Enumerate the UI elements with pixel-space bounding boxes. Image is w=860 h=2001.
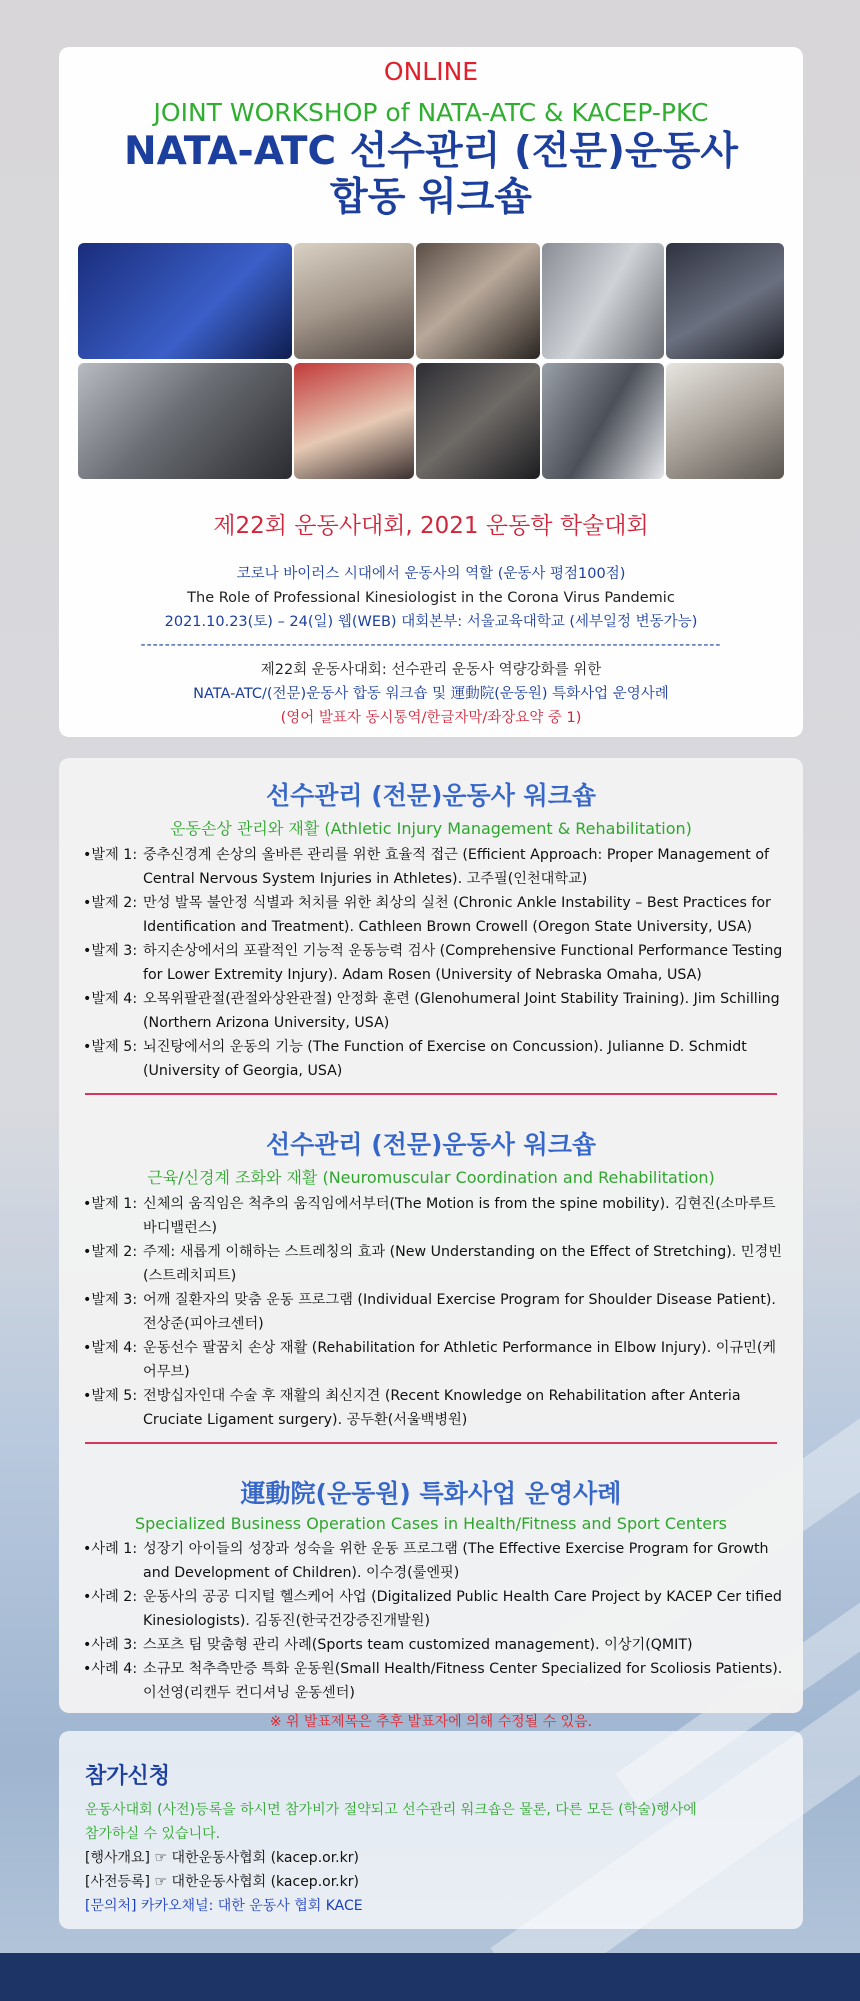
program-card xyxy=(59,758,803,1730)
photo-exercise xyxy=(416,363,540,479)
conference-title: 제22회 운동사대회, 2021 운동학 학술대회 xyxy=(213,513,649,539)
list-item: •사례 1: 성장기 아이들의 성장과 성숙을 위한 운동 프로그램 (The Effective Exercise Program for Growth and Development of Children). 이수경(룰엔핏) xyxy=(83,1541,769,1581)
list-item: •사례 4: 소규모 척추측만증 특화 운동원(Small Health/Fitness Center Specialized for Scoliosis Patients). 이선영(리캔두 컨디셔닝 운동센터) xyxy=(83,1661,783,1701)
list-item: •발제 5: 뇌진탕에서의 운동의 기능 (The Function of Exercise on Concussion). Julianne D. Schmidt (University of Georgia, USA) xyxy=(83,1039,747,1079)
section3-subtitle: Specialized Business Operation Cases in Health/Fitness and Sport Centers xyxy=(134,1514,728,1533)
section-divider xyxy=(85,1093,777,1095)
list-item: •사례 3: 스포츠 팀 맞춤형 관리 사례(Sports team customized management). 이상기(QMIT) xyxy=(83,1637,693,1653)
list-item: •발제 2: 만성 발목 불안정 식별과 처치를 위한 최상의 실천 (Chronic Ankle Instability – Best Practices for Identification and Treatment). Cathleen Brown Crowell (Oregon State University, USA) xyxy=(83,895,771,935)
conference-interpretation: (영어 발표자 동시통역/한글자막/좌장요약 중 1) xyxy=(280,710,582,726)
list-item: •발제 4: 오목위팔관절(관절와상완관절) 안정화 훈련 (Glenohumeral Joint Stability Training). Jim Schilling (Northern Arizona University, USA) xyxy=(83,991,780,1031)
conference-theme-ko: 코로나 바이러스 시대에서 운동사의 역할 (운동사 평점100점) xyxy=(236,566,626,582)
registration-title: 참가신청 xyxy=(85,1764,171,1789)
section2-list xyxy=(83,1192,783,1432)
section3-title: 運動院(운동원) 특화사업 운영사례 xyxy=(240,1479,622,1508)
online-label: ONLINE xyxy=(383,57,479,86)
list-item: •발제 2: 주제: 새롭게 이해하는 스트레칭의 효과 (New Understanding on the Effect of Stretching). 민경빈(스트레치피트) xyxy=(83,1244,782,1284)
list-item: •발제 3: 하지손상에서의 포괄적인 기능적 운동능력 검사 (Comprehensive Functional Performance Testing for Lower Extremity Injury). Adam Rosen (University of Nebraska Omaha, USA) xyxy=(83,943,783,983)
list-item: •발제 4: 운동선수 팔꿈치 손상 재활 (Rehabilitation for Athletic Performance in Elbow Injury). 이규민(케어무브) xyxy=(83,1340,777,1380)
conference-program: NATA-ATC/(전문)운동사 합동 워크숍 및 運動院(운동원) 특화사업 운영사례 xyxy=(193,686,669,702)
registration-desc-line2: 참가하실 수 있습니다. xyxy=(85,1826,221,1842)
section2-subtitle: 근육/신경계 조화와 재활 (Neuromuscular Coordination and Rehabilitation) xyxy=(147,1168,715,1187)
section1-title: 선수관리 (전문)운동사 워크숍 xyxy=(265,781,597,810)
event-overview-link[interactable]: [행사개요] ☞ 대한운동사협회 (kacep.or.kr) xyxy=(85,1850,359,1866)
contact-kakao-link[interactable]: [문의처] 카카오채널: 대한 운동사 협회 KACE xyxy=(85,1898,363,1914)
main-title xyxy=(59,129,803,221)
dashed-divider: ------------------------------------------------------------------------------------------------ xyxy=(140,637,722,653)
section1-subtitle: 운동손상 관리와 재활 (Athletic Injury Management & Rehabilitation) xyxy=(170,819,692,838)
section1-list xyxy=(83,843,783,1083)
conference-theme-en: The Role of Professional Kinesiologist in the Corona Virus Pandemic xyxy=(187,590,675,606)
photo-gym xyxy=(78,363,292,479)
conference-subtitle: 제22회 운동사대회: 선수관리 운동사 역량강화를 위한 xyxy=(260,662,602,678)
section3-list xyxy=(83,1537,783,1705)
pre-registration-link[interactable]: [사전등록] ☞ 대한운동사협회 (kacep.or.kr) xyxy=(85,1874,359,1890)
photo-treatment xyxy=(416,243,540,359)
list-item: •발제 1: 중추신경계 손상의 올바른 관리를 위한 효율적 접근 (Efficient Approach: Proper Management of Central Nervous System Injuries in Athletes). 고주필(인천대학교) xyxy=(83,847,770,887)
list-item: •사례 2: 운동사의 공공 디지털 헬스케어 사업 (Digitalized Public Health Care Project by KACEP Cer tified Kinesiologists). 김동진(한국건강증진개발원) xyxy=(83,1589,782,1629)
list-item: •발제 5: 전방십자인대 수술 후 재활의 최신지견 (Recent Knowledge on Rehabilitation after Anteria Cruciate Ligament surgery). 공두환(서울백병원) xyxy=(83,1388,741,1428)
conference-date: 2021.10.23(토) – 24(일) 웹(WEB) 대회본부: 서울교육대학교 (세부일정 변동가능) xyxy=(164,614,698,630)
photo-session xyxy=(542,363,664,479)
main-title-line1: NATA-ATC 선수관리 (전문)운동사 xyxy=(124,129,738,174)
section2-title: 선수관리 (전문)운동사 워크숍 xyxy=(265,1130,597,1159)
photo-lecture xyxy=(78,243,292,359)
joint-workshop-label: JOINT WORKSHOP of NATA-ATC & KACEP-PKC xyxy=(153,98,709,127)
footer-bar xyxy=(0,1953,860,2001)
registration-desc-line1: 운동사대회 (사전)등록을 하시면 참가비가 절약되고 선수관리 워크숍은 물론, 다른 모든 (학술)행사에 xyxy=(85,1802,697,1818)
event-header-card xyxy=(59,47,803,737)
photo-therapy xyxy=(294,243,414,359)
photo-stretching xyxy=(294,363,414,479)
section-divider xyxy=(85,1442,777,1444)
registration-info xyxy=(85,1798,803,1918)
photo-exam xyxy=(542,243,664,359)
revision-note: ※ 위 발표제목은 추후 발표자에 의해 수정될 수 있음. xyxy=(269,1714,593,1730)
photo-presentation xyxy=(666,363,784,479)
main-title-line2: 합동 워크숍 xyxy=(330,175,532,220)
registration-card xyxy=(59,1731,803,1929)
photo-practice xyxy=(666,243,784,359)
list-item: •발제 3: 어깨 질환자의 맞춤 운동 프로그램 (Individual Exercise Program for Shoulder Disease Patient). 전상준(피아크센터) xyxy=(83,1292,776,1332)
list-item: •발제 1: 신체의 움직임은 척추의 움직임에서부터(The Motion is from the spine mobility). 김현진(소마루트바디밸런스) xyxy=(83,1196,776,1236)
photo-collage xyxy=(78,243,784,479)
